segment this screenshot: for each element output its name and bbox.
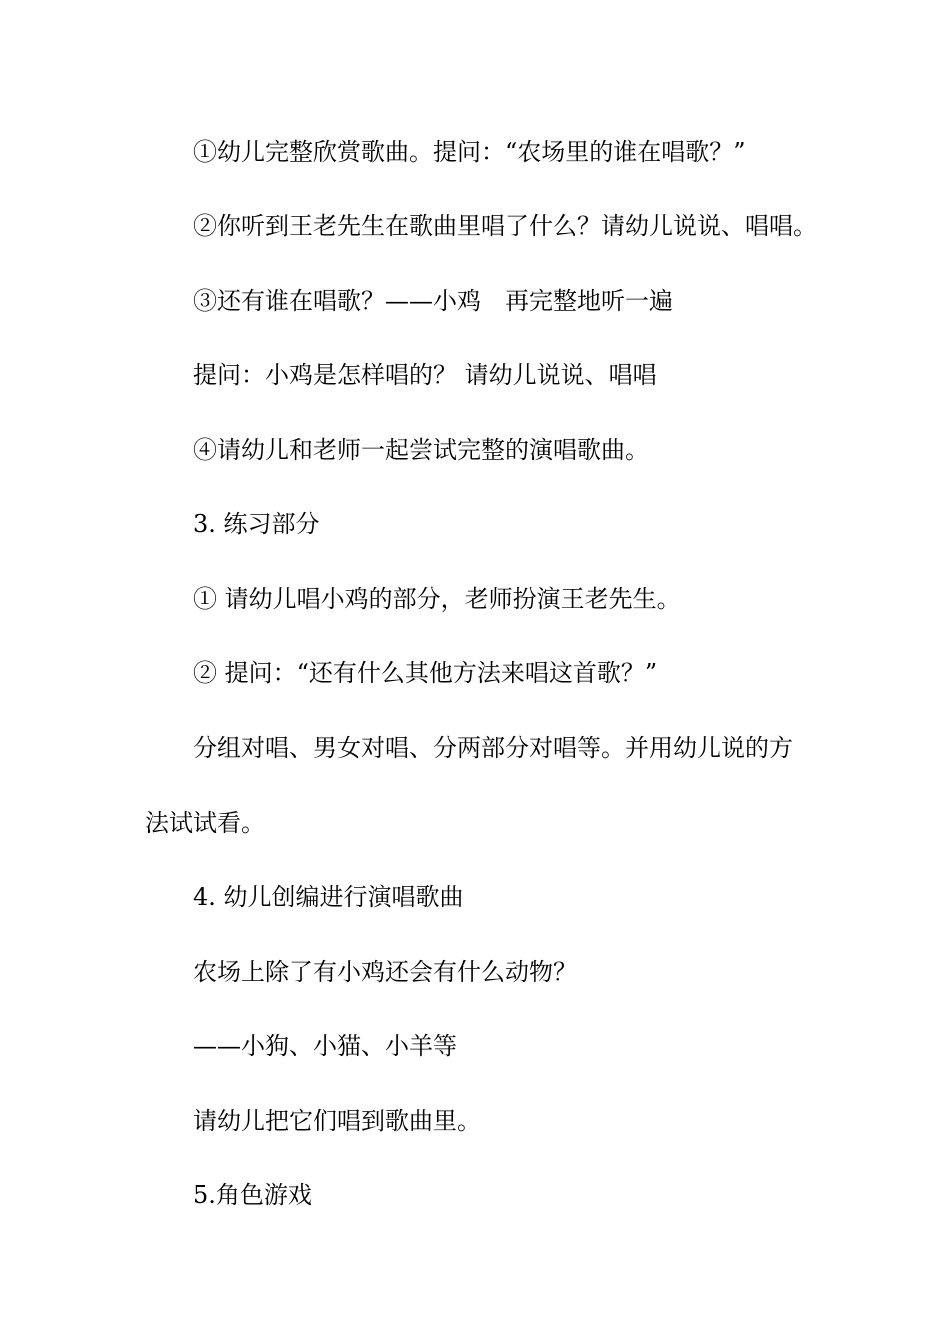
paragraph-group-singing: 分组对唱、男女对唱、分两部分对唱等。并用幼儿说的方: [193, 734, 793, 762]
paragraph-appreciate-song: ①幼儿完整欣赏歌曲。提问：“农场里的谁在唱歌？”: [193, 138, 746, 166]
section-heading-creative: 4. 幼儿创编进行演唱歌曲: [193, 883, 464, 911]
paragraph-how-chick-sings: 提问：小鸡是怎样唱的？ 请幼儿说说、唱唱: [193, 361, 657, 389]
paragraph-sing-animals: 请幼儿把它们唱到歌曲里。: [193, 1107, 481, 1135]
section-heading-role-play: 5.角色游戏: [193, 1181, 312, 1209]
section-heading-practice: 3. 练习部分: [193, 510, 320, 538]
paragraph-animal-list: ——小狗、小猫、小羊等: [193, 1032, 457, 1060]
paragraph-group-singing-continued: 法试试看。: [145, 809, 265, 837]
paragraph-other-methods: ② 提问：“还有什么其他方法来唱这首歌？”: [193, 659, 658, 687]
paragraph-other-animals: 农场上除了有小鸡还会有什么动物？: [193, 958, 577, 986]
paragraph-sing-together: ④请幼儿和老师一起尝试完整的演唱歌曲。: [193, 436, 649, 464]
paragraph-chick-part: ① 请幼儿唱小鸡的部分，老师扮演王老先生。: [193, 585, 681, 613]
paragraph-who-else-sings: ③还有谁在唱歌？——小鸡 再完整地听一遍: [193, 287, 673, 315]
paragraph-what-sang: ②你听到王老先生在歌曲里唱了什么？请幼儿说说、唱唱。: [193, 212, 817, 240]
